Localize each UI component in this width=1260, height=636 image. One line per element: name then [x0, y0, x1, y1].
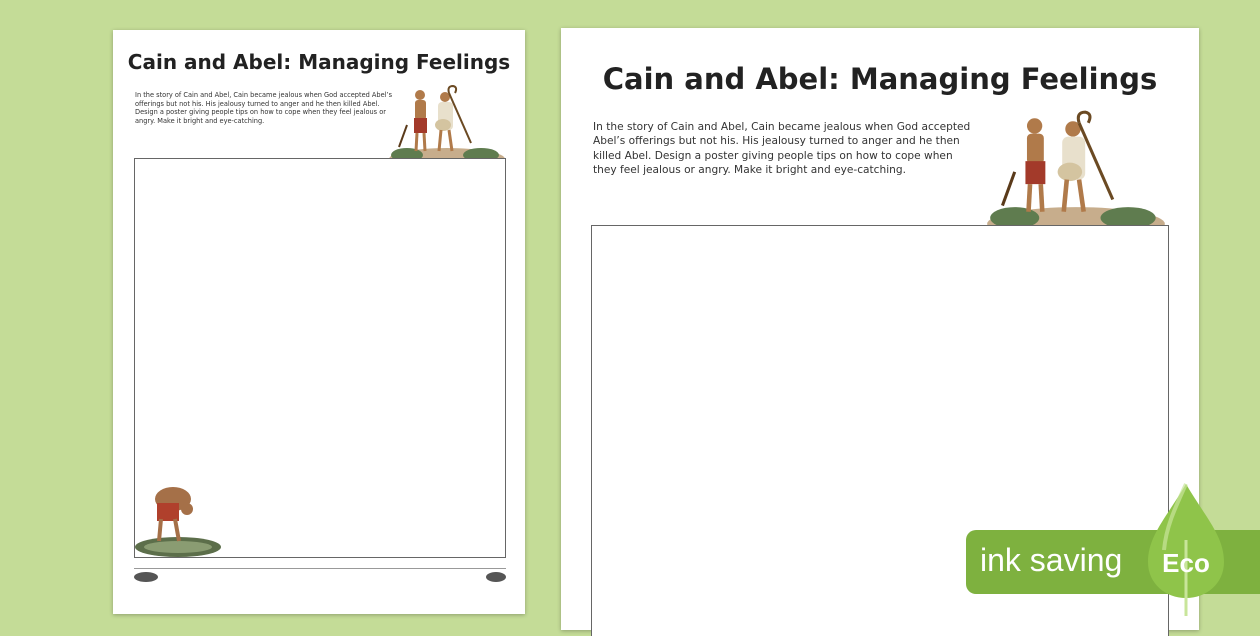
worksheet-page-colour	[113, 30, 525, 614]
brand-logo-icon	[133, 571, 159, 583]
worksheet-title: Cain and Abel: Managing Feelings	[127, 50, 511, 74]
worksheet-title-large: Cain and Abel: Managing Feelings	[602, 62, 1158, 96]
eco-label: Eco	[1162, 548, 1210, 578]
kneeling-figure-illustration	[133, 477, 227, 559]
footer-divider	[134, 568, 506, 569]
eco-leaf-icon	[1138, 480, 1234, 620]
worksheet-instructions-large: In the story of Cain and Abel, Cain became jealous when God accepted Abel’s offerings but not his. His jealousy turned to anger and he then killed Abel. Design a poster giving people tips on how to cope when they feel jealous or angry. Make it bright and eye-catching.	[593, 121, 971, 177]
brand-logo-icon-small	[485, 571, 507, 583]
worksheet-instructions: In the story of Cain and Abel, Cain became jealous when God accepted Abel’s offerings but not his. His jealousy turned to anger and he then killed Abel. Design a poster giving people tips on how to cope when they feel jealous or angry. Make it bright and eye-catching.	[135, 91, 393, 125]
ink-saving-label: ink saving	[980, 542, 1123, 578]
